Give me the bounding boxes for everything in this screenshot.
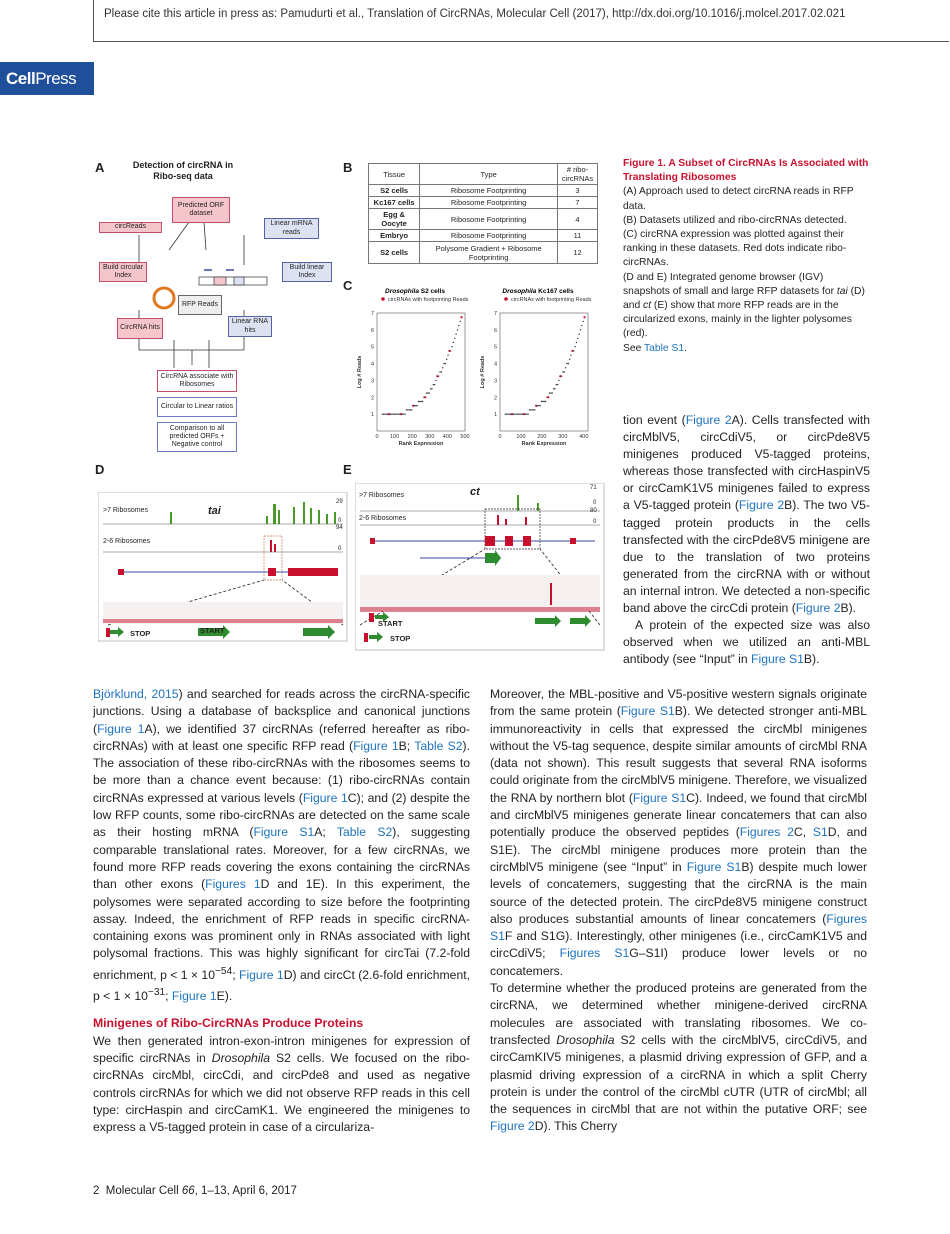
y-axis-label: Log # Reads (357, 355, 363, 389)
tai-min1: 0 (338, 518, 342, 524)
data-point (565, 367, 566, 368)
body-left-column (93, 686, 470, 1137)
caption-de-tai: tai (836, 285, 848, 297)
legend-marker (381, 297, 385, 301)
superscript: −54 (214, 965, 233, 977)
chart-title (502, 288, 574, 295)
plot-frame (377, 313, 465, 431)
box-comparison: Comparison to all predicted ORFs + Negative control (157, 422, 237, 452)
data-point (410, 409, 411, 410)
data-point (459, 321, 460, 322)
legend-label: circRNAs with footprinting Reads (388, 297, 469, 303)
text: B). (803, 652, 820, 667)
caption-a: (A) Approach used to detect circRNA reads in RFP data. (623, 186, 854, 212)
text: We then generated intron-exon-intron minigenes for expression of specific circRNAs in (93, 1033, 470, 1066)
data-point (435, 380, 436, 381)
th-count: # ribo-circRNAs (558, 164, 598, 185)
text: To determine whether the produced proteins are generated from the circRNA, we determined whether minigene-derived circRNA molecules are associated with translating ribosomes. We co-transfected (490, 981, 867, 1047)
link-figure[interactable]: Figure S1 (632, 790, 687, 805)
data-point (457, 329, 458, 330)
data-point (525, 413, 526, 414)
data-point (568, 363, 569, 364)
data-point (530, 409, 531, 410)
text: A). Cells transfected with circMblV5, circCdiV5, or circPde8V5 minigenes produced V5-tagged proteins, whereas those transfected with circHaspinV5 or circCamK1V5 minigenes failed to express a V5-tagged protein ( (623, 413, 871, 513)
text: D) and circCt (2.6-fold enrichment, p < 1 × 10 (93, 967, 470, 1004)
data-point (442, 367, 443, 368)
text: B). The two V5-tagged protein products in the cells transfected with the circPde8V5 minigene are due to the translation of two proteins generated from the circRNA with or without an internal intron. We detected a non-specific band above the circCdi protein ( (623, 498, 870, 616)
data-point (541, 401, 542, 402)
ct-max1: 71 (590, 485, 597, 491)
figure-caption (623, 157, 870, 356)
text: D and 1E). In this experiment, the polysomes were separated according to size before the footprinting assay. Indeed, the enrichment of RFP reads in specific circRNA-containing exons was prominent only in RNAs associated with light polysomal fractions. This was highly significant for circTai (7.2-fold enrichment, p < 1 × 10 (93, 877, 470, 982)
cellpress-logo (0, 62, 94, 95)
link-figure[interactable]: Figure 2 (795, 601, 841, 616)
text: ), suggesting comparable translational rates. Moreover, for a few circRNAs, we found more RFP reads covering the exons containing the circRNAs than other exons ( (93, 825, 470, 892)
data-point (438, 376, 439, 377)
data-point (517, 413, 518, 414)
x-tick-label: 0 (375, 434, 379, 440)
cell-count: 11 (558, 230, 598, 242)
link-figure[interactable]: Figure 2 (738, 498, 785, 513)
data-point (441, 371, 442, 372)
chart-title-rest: S2 cells (418, 288, 445, 295)
data-point (538, 405, 539, 406)
text: F and S1G). Interestingly, other minigenes (i.e., circCamK1V5 and circCdiV5; (490, 929, 867, 961)
y-tick-label: 5 (493, 344, 497, 351)
ct-max2: 80 (590, 508, 597, 514)
link-table[interactable]: Table S2 (336, 825, 393, 840)
panel-d-letter: D (95, 462, 105, 477)
data-point (564, 371, 565, 372)
link-figure[interactable]: Figures S1 (559, 946, 630, 961)
tai-max2: 94 (336, 525, 343, 531)
tai-start-label: START (200, 626, 225, 635)
y-tick-label: 6 (370, 327, 374, 334)
tai-min2: 0 (338, 546, 342, 552)
data-point (396, 413, 397, 414)
data-point (581, 325, 582, 326)
data-point (521, 413, 522, 414)
box-circrna-associate: CircRNA associate with Ribosomes (157, 370, 237, 392)
chart-title-italic: Drosophila (502, 288, 537, 295)
table-row (369, 230, 598, 242)
caption-de-text: (E) show that more RFP reads are in the circularized exons, mainly in the lighter polysomes (red). (623, 300, 852, 340)
box-circrna-hits: CircRNA hits (117, 318, 163, 339)
table-row (369, 209, 598, 230)
data-point (529, 409, 530, 410)
data-point (557, 384, 558, 385)
caption-de-ct: ct (643, 300, 652, 312)
y-tick-label: 7 (370, 311, 374, 317)
data-point (515, 413, 516, 414)
italic-text: Drosophila (211, 1051, 271, 1066)
data-point (403, 413, 404, 414)
data-point (451, 346, 452, 347)
plot-frame (500, 313, 588, 431)
cell-tissue: S2 cells (369, 185, 420, 197)
box-orf-dataset: Predicted ORF dataset (172, 197, 230, 223)
text: B; (398, 738, 415, 753)
data-point (407, 409, 408, 410)
data-point (533, 409, 534, 410)
body-right-narrow (623, 412, 870, 668)
paragraph (623, 412, 870, 617)
link-table[interactable]: Table S2 (414, 738, 463, 753)
table-row (369, 197, 598, 209)
text: D). This Cherry (534, 1119, 618, 1134)
paragraph (623, 617, 870, 668)
ct-min2: 0 (593, 519, 597, 525)
ct-start-label: START (378, 619, 403, 628)
italic-text: Drosophila (556, 1032, 615, 1047)
link-reference[interactable]: Björklund, 2015 (93, 687, 179, 701)
table-row (369, 242, 598, 264)
data-point (404, 413, 405, 414)
link-figure[interactable]: Figure S1 (253, 825, 315, 840)
data-point (433, 384, 434, 385)
data-point (505, 413, 506, 414)
link-figure[interactable]: Figure S1 (620, 704, 675, 719)
data-point (408, 409, 409, 410)
data-point (550, 392, 551, 393)
data-point (395, 413, 396, 414)
link-table-s1[interactable]: Table S1 (644, 342, 685, 354)
link-figure[interactable]: Figure S1 (686, 859, 742, 874)
text: B) despite much lower levels of concatemers, suggesting that the circRNA is the main source of the detected protein. The circPde8V5 minigene construct also produces substantial amounts of linear concatemers ( (490, 859, 868, 926)
data-point (544, 401, 545, 402)
x-tick-label: 100 (516, 434, 526, 440)
y-tick-label: 5 (370, 344, 374, 351)
cell-tissue: Embryo (369, 230, 420, 242)
box-circreads: circReads (99, 222, 162, 233)
data-point (458, 325, 459, 326)
ct-min1: 0 (593, 500, 597, 506)
caption-see (623, 342, 870, 356)
cell-tissue: Egg & Oocyte (369, 209, 420, 230)
box-linear-mrna: Linear mRNA reads (264, 218, 319, 239)
link-figure[interactable]: Figure S1 (751, 652, 804, 667)
journal-pages: , 1–13, April 6, 2017 (194, 1185, 297, 1197)
box-ratios: Circular to Linear ratios (157, 397, 237, 417)
data-point (507, 413, 508, 414)
data-point (402, 413, 403, 414)
data-point (419, 401, 420, 402)
data-point (534, 409, 535, 410)
data-point (414, 405, 415, 406)
text: A protein of the expected size was also observed when we utilized an anti-MBL antibody (see “Input” in (623, 618, 870, 667)
data-point (577, 338, 578, 339)
data-point (561, 376, 562, 377)
data-point (570, 354, 571, 355)
chart-title-rest: Kc167 cells (536, 288, 574, 295)
y-tick-label: 4 (370, 361, 374, 368)
journal-volume: 66 (181, 1185, 195, 1197)
data-point (416, 405, 417, 406)
data-point (531, 409, 532, 410)
data-point (509, 413, 510, 414)
ct-gene-label: ct (470, 486, 480, 498)
ribo-circrna-point (424, 396, 426, 398)
paragraph (93, 686, 470, 1005)
data-point (506, 413, 507, 414)
data-point (558, 380, 559, 381)
x-tick-label: 200 (537, 434, 547, 440)
data-point (390, 413, 391, 414)
data-point (392, 413, 393, 414)
igv-tai (98, 492, 348, 642)
data-point (554, 388, 555, 389)
data-point (391, 413, 392, 414)
body-right-column (490, 686, 867, 1136)
data-point (573, 350, 574, 351)
link-figure[interactable]: Figure 1 (97, 721, 145, 736)
tai-max1: 29 (336, 499, 343, 505)
data-point (582, 321, 583, 322)
legend-marker (504, 297, 508, 301)
caption-de (623, 271, 870, 342)
data-point (386, 413, 387, 414)
logo-press: Press (35, 69, 77, 88)
panel-b-letter: B (343, 160, 353, 175)
link-figure[interactable]: S1 (812, 825, 828, 840)
x-tick-label: 300 (425, 434, 435, 440)
data-point (427, 392, 428, 393)
link-figure[interactable]: Figure 1 (302, 790, 348, 805)
text: C); and (2) despite the low RFP counts, some ribo-circRNAs are detected on the same scale as their hosting mRNA ( (93, 790, 470, 840)
x-tick-label: 300 (558, 434, 568, 440)
data-point (545, 401, 546, 402)
data-point (450, 350, 451, 351)
text: A), we identified 37 circRNAs (referred hereafter as ribo-circRNAs) with at least one specific RFP read ( (93, 721, 470, 753)
y-tick-label: 6 (493, 327, 497, 334)
link-figure[interactable]: Figures 2 (739, 825, 794, 840)
chart-s2-cells (355, 285, 475, 455)
data-point (574, 346, 575, 347)
data-point (539, 405, 540, 406)
data-point (426, 392, 427, 393)
section-heading: Minigenes of Ribo-CircRNAs Produce Proteins (93, 1016, 364, 1031)
box-build-linear: Build linear Index (282, 262, 332, 282)
data-point (518, 413, 519, 414)
tai-gene-label: tai (208, 505, 221, 517)
table-row (369, 185, 598, 197)
data-point (556, 384, 557, 385)
ribo-circrna-point (460, 316, 462, 318)
text: S2 cells with the circMblV5, circCdiV5, and circCamKIV5 minigenes, a plasmid driving expression of GFP, and a plasmid driving expression of a circRNA in which a split Cherry protein is under the control of the circMbl cUTR (UTR of circMbl; all the sequences in circMbl that are not within the putative ORF; see (490, 1032, 867, 1117)
data-point (434, 384, 435, 385)
data-point (406, 409, 407, 410)
data-point (411, 409, 412, 410)
data-point (454, 338, 455, 339)
panel-e-letter: E (343, 462, 352, 477)
ribo-circrna-point (547, 396, 549, 398)
data-point (569, 359, 570, 360)
data-point (527, 413, 528, 414)
datasets-table (368, 163, 598, 264)
y-tick-label: 3 (370, 378, 374, 385)
text: ; (165, 989, 172, 1004)
data-point (519, 413, 520, 414)
cell-type: Polysome Gradient + Ribosome Footprinting (420, 242, 558, 264)
x-tick-label: 400 (442, 434, 452, 440)
link-figure[interactable]: Figure 1 (239, 967, 284, 982)
data-point (430, 388, 431, 389)
x-tick-label: 500 (460, 434, 470, 440)
y-tick-label: 3 (493, 378, 497, 385)
data-point (422, 401, 423, 402)
caption-see-text: See (623, 342, 644, 354)
paragraph (490, 980, 867, 1136)
data-point (431, 388, 432, 389)
data-point (552, 392, 553, 393)
y-tick-label: 2 (493, 395, 497, 402)
data-point (382, 413, 383, 414)
paragraph (490, 686, 867, 980)
ribo-circrna-point (583, 316, 585, 318)
data-point (446, 359, 447, 360)
y-tick-label: 4 (493, 361, 497, 368)
cell-tissue: Kc167 cells (369, 197, 420, 209)
text: ; (232, 967, 239, 982)
cell-type: Ribosome Footprinting (420, 230, 558, 242)
journal-name: Molecular Cell (105, 1185, 182, 1197)
y-tick-label: 1 (370, 412, 374, 419)
text: Moreover, the MBL-positive and V5-positive western signals originate from the same protein ( (490, 687, 867, 719)
y-tick-label: 1 (493, 412, 497, 419)
text: B). (840, 601, 857, 616)
text: C). Indeed, we found that circMbl and circMblV5 minigenes generate linear concatemers that can also potentially produce the observed peptides ( (490, 790, 868, 840)
link-figure[interactable]: Figure 2 (685, 413, 732, 427)
data-point (542, 401, 543, 402)
cell-tissue: S2 cells (369, 242, 420, 264)
data-point (429, 392, 430, 393)
circ-index-icon (154, 288, 174, 308)
text: G–S1I) produce lower levels or no concatemers. (490, 946, 868, 978)
text: S2 cells. We focused on the ribo-circRNAs circMbl, circCdi, and circPde8 and used as negative controls circRNAs for which we did not observe RFP reads in this cell type: circHaspin and circCamK1. We engineered the minigenes to express a V5-tagged protein in case of a circulariza- (93, 1051, 470, 1135)
caption-c: (C) circRNA expression was plotted against their ranking in these datasets. Red dots indicate ribo-circRNAs. (623, 229, 847, 269)
text: E). (216, 989, 233, 1004)
text: B). We detected stronger anti-MBL immunoreactivity in cells that expressed the circMbl minigenes without the V5-tag sequence, despite similar amounts of circMbl RNA (data not shown). This result suggests that several RNA isoforms could originate from the circMblV5 minigene. Therefore, we visualized the RNA by northern blot ( (490, 704, 867, 805)
text: ). The association of these ribo-circRNAs with the ribosomes seems to be more than a chance event because: (1) ribo-circRNAs contain circRNAs expressed at various levels ( (93, 738, 470, 805)
data-point (421, 401, 422, 402)
data-point (580, 329, 581, 330)
caption-title: Figure 1. A Subset of CircRNAs Is Associated with Translating Ribosomes (623, 158, 869, 184)
data-point (553, 388, 554, 389)
superscript: −31 (147, 987, 166, 999)
data-point (549, 392, 550, 393)
citation-header: Please cite this article in press as: Pamudurti et al., Translation of CircRNAs, Molecular Cell (2017), http://dx.doi.org/10.1016/j.molcel.2017.02.021 (93, 0, 949, 42)
cell-type: Ribosome Footprinting (420, 197, 558, 209)
cell-count: 7 (558, 197, 598, 209)
data-point (398, 413, 399, 414)
data-point (513, 413, 514, 414)
th-tissue: Tissue (369, 164, 420, 185)
tai-track2-label: 2-6 Ribosomes (103, 538, 151, 545)
data-point (514, 413, 515, 414)
panel-c-letter: C (343, 278, 353, 293)
ct-track2-label: 2-6 Ribosomes (359, 515, 407, 522)
box-rfp-reads: RFP Reads (178, 295, 222, 315)
chart-title-italic: Drosophila (385, 288, 419, 295)
link-figure[interactable]: Figures 1 (205, 877, 261, 892)
data-point (562, 371, 563, 372)
x-tick-label: 400 (579, 434, 589, 440)
data-point (439, 371, 440, 372)
data-point (537, 405, 538, 406)
paragraph (93, 1033, 470, 1137)
chart-title (385, 288, 445, 295)
data-point (394, 413, 395, 414)
link-figure[interactable]: Figures S1 (490, 911, 867, 944)
data-point (445, 363, 446, 364)
data-point (455, 333, 456, 334)
page-number: 2 (93, 1185, 100, 1197)
ct-stop-label: STOP (390, 634, 411, 643)
panel-a-title: Detection of circRNA in Ribo-seq data (132, 160, 234, 181)
cell-type: Ribosome Footprinting (420, 209, 558, 230)
x-axis-label: Rank Expression (398, 441, 444, 447)
y-tick-label: 2 (370, 395, 374, 402)
cell-count: 3 (558, 185, 598, 197)
data-point (383, 413, 384, 414)
chart-kc167-cells (478, 285, 598, 455)
data-point (453, 342, 454, 343)
link-figure[interactable]: Figure 2 (490, 1119, 535, 1134)
text: tion event ( (623, 413, 686, 427)
x-tick-label: 0 (498, 434, 502, 440)
tai-stop-label: STOP (130, 629, 151, 638)
data-point (418, 401, 419, 402)
cell-count: 12 (558, 242, 598, 264)
link-figure[interactable]: Figure 1 (171, 989, 217, 1004)
th-type: Type (420, 164, 558, 185)
text: D, and S1E). The circMbl minigene produces more protein than the circMblV5 minigene (see “Input” in (490, 825, 867, 874)
data-point (447, 354, 448, 355)
data-point (415, 405, 416, 406)
logo-cell: Cell (6, 69, 36, 88)
data-point (443, 363, 444, 364)
x-tick-label: 100 (390, 434, 400, 440)
x-axis-label: Rank Expression (521, 441, 567, 447)
y-axis-label: Log # Reads (480, 355, 486, 389)
text: ) and searched for reads across the circRNA-specific junctions. Using a database of backsplice and canonical junctions ( (93, 687, 470, 736)
ct-track1-label: >7 Ribosomes (359, 492, 404, 499)
data-point (576, 342, 577, 343)
text: A; (314, 825, 337, 840)
data-point (578, 333, 579, 334)
page-footer (93, 1185, 297, 1197)
box-linear-hits: Linear RNA hits (228, 316, 272, 337)
legend-label: circRNAs with footprinting Reads (511, 297, 592, 303)
tai-track1-label: >7 Ribosomes (103, 507, 148, 514)
data-point (566, 363, 567, 364)
caption-de-text: (D and E) Integrated genome browser (IGV) snapshots of small and large RFP datasets for (623, 271, 837, 297)
link-figure[interactable]: Figure 1 (353, 738, 399, 753)
caption-see-end: . (684, 342, 687, 354)
y-tick-label: 7 (493, 311, 497, 317)
caption-de-text: (D) and (623, 285, 865, 312)
box-build-circular: Build circular Index (99, 262, 147, 282)
cell-type: Ribosome Footprinting (420, 185, 558, 197)
data-point (384, 413, 385, 414)
cell-count: 4 (558, 209, 598, 230)
panel-a-letter: A (95, 160, 105, 175)
text: C, (793, 825, 813, 840)
caption-b: (B) Datasets utilized and ribo-circRNAs detected. (623, 214, 847, 226)
x-tick-label: 200 (407, 434, 417, 440)
data-point (526, 413, 527, 414)
